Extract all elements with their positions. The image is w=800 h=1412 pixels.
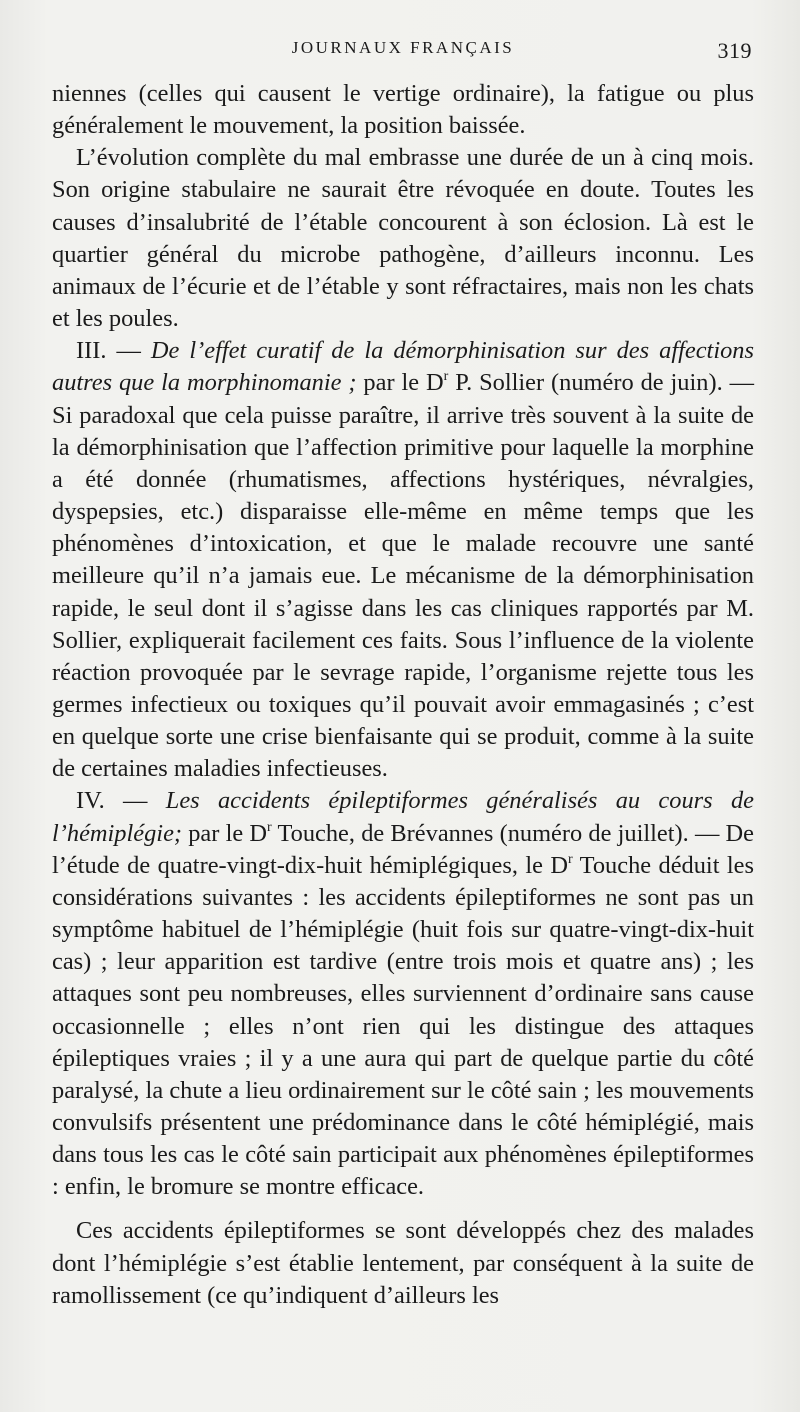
page-number: 319 (717, 38, 752, 63)
running-title: JOURNAUX FRANÇAIS (291, 38, 515, 57)
section-body: Touche déduit les considérations suivantes : les accidents épileptiformes ne sont pas un symptôme habituel de l’hémiplégie (huit fois sur quatre-vingt-dix-huit cas) ; leur apparition est tardive (entre trois mois et quatre ans) ; les attaques sont peu nombreuses, elles surviennent d’ordinaire sans cause occasionnelle ; elles n’ont rien qui les distingue des attaques épileptiques vraies ; il y a une aura qui part de quelque partie du côté paralysé, la chute a lieu ordinairement sur le côté sain ; les mouvements convulsifs présentent une prédominance dans le côté hémiplégié, mais dans tous les cas le côté sain participait aux phénomènes épileptiformes : enfin, le bromure se montre efficace. (52, 851, 754, 1201)
article-byline: par le D (182, 819, 268, 847)
body-text (52, 78, 754, 1312)
article-title: De l’effet curatif de la démorphinisation sur des affections autres que la morphinomanie ; (52, 337, 754, 397)
running-head (52, 34, 754, 78)
superscript: r (267, 819, 272, 835)
section-number: IV. — (76, 787, 166, 815)
article-title: Les accidents épileptiformes généralisés au cours de l’hémiplégie; (52, 787, 754, 847)
paragraph-accidents: Ces accidents épileptiformes se sont développés chez des malades dont l’hémiplégie s’est établie lentement, par conséquent à la suite de ramollissement (ce qu’indiquent d’ailleurs les (52, 1217, 754, 1309)
section-iii (52, 335, 754, 785)
paragraph-continuation: niennes (celles qui causent le vertige ordinaire), la fatigue ou plus généralement le mouvement, la position baissée. (52, 80, 754, 140)
paragraph-evolution: L’évolution complète du mal embrasse une durée de un à cinq mois. Son origine stabulaire ne saurait être révoquée en doute. Toutes les causes d’insalubrité de l’étable concourent à son éclosion. Là est le quartier général du microbe pathogène, d’ailleurs inconnu. Les animaux de l’écurie et de l’étable y sont réfractaires, mais non les chats et les poules. (52, 144, 754, 333)
section-number: III. — (76, 337, 151, 365)
section-iv (52, 785, 754, 1203)
superscript: r (443, 369, 449, 385)
section-body-intro: Touche, de Brévannes (numéro de juillet). — De l’étude de quatre-vingt-dix-huit hémiplégiques, le D (52, 819, 754, 879)
section-body: P. Sollier (numéro de juin). — Si paradoxal que cela puisse paraître, il arrive très souvent à la suite de la démorphinisation que l’affection primitive pour laquelle la morphine a été donnée (rhumatismes, affections hystériques, névralgies, dyspepsies, etc.) disparaisse elle-même en même temps que les phénomènes d’intoxication, et que le malade recouvre une santé meilleure qu’il n’a jamais eue. Le mécanisme de la démorphinisation rapide, le seul dont il s’agisse dans les cas cliniques rapportés par M. Sollier, expliquerait facilement ces faits. Sous l’influence de la violente réaction provoquée par le sevrage rapide, l’organisme rejette tous les germes infectieux ou toxiques qu’il pouvait avoir emmagasinés ; c’est en quelque sorte une crise bienfaisante qui se produit, comme à la suite de certaines maladies infectieuses. (52, 369, 754, 783)
superscript: r (568, 851, 573, 867)
article-byline: par le D (356, 369, 444, 397)
